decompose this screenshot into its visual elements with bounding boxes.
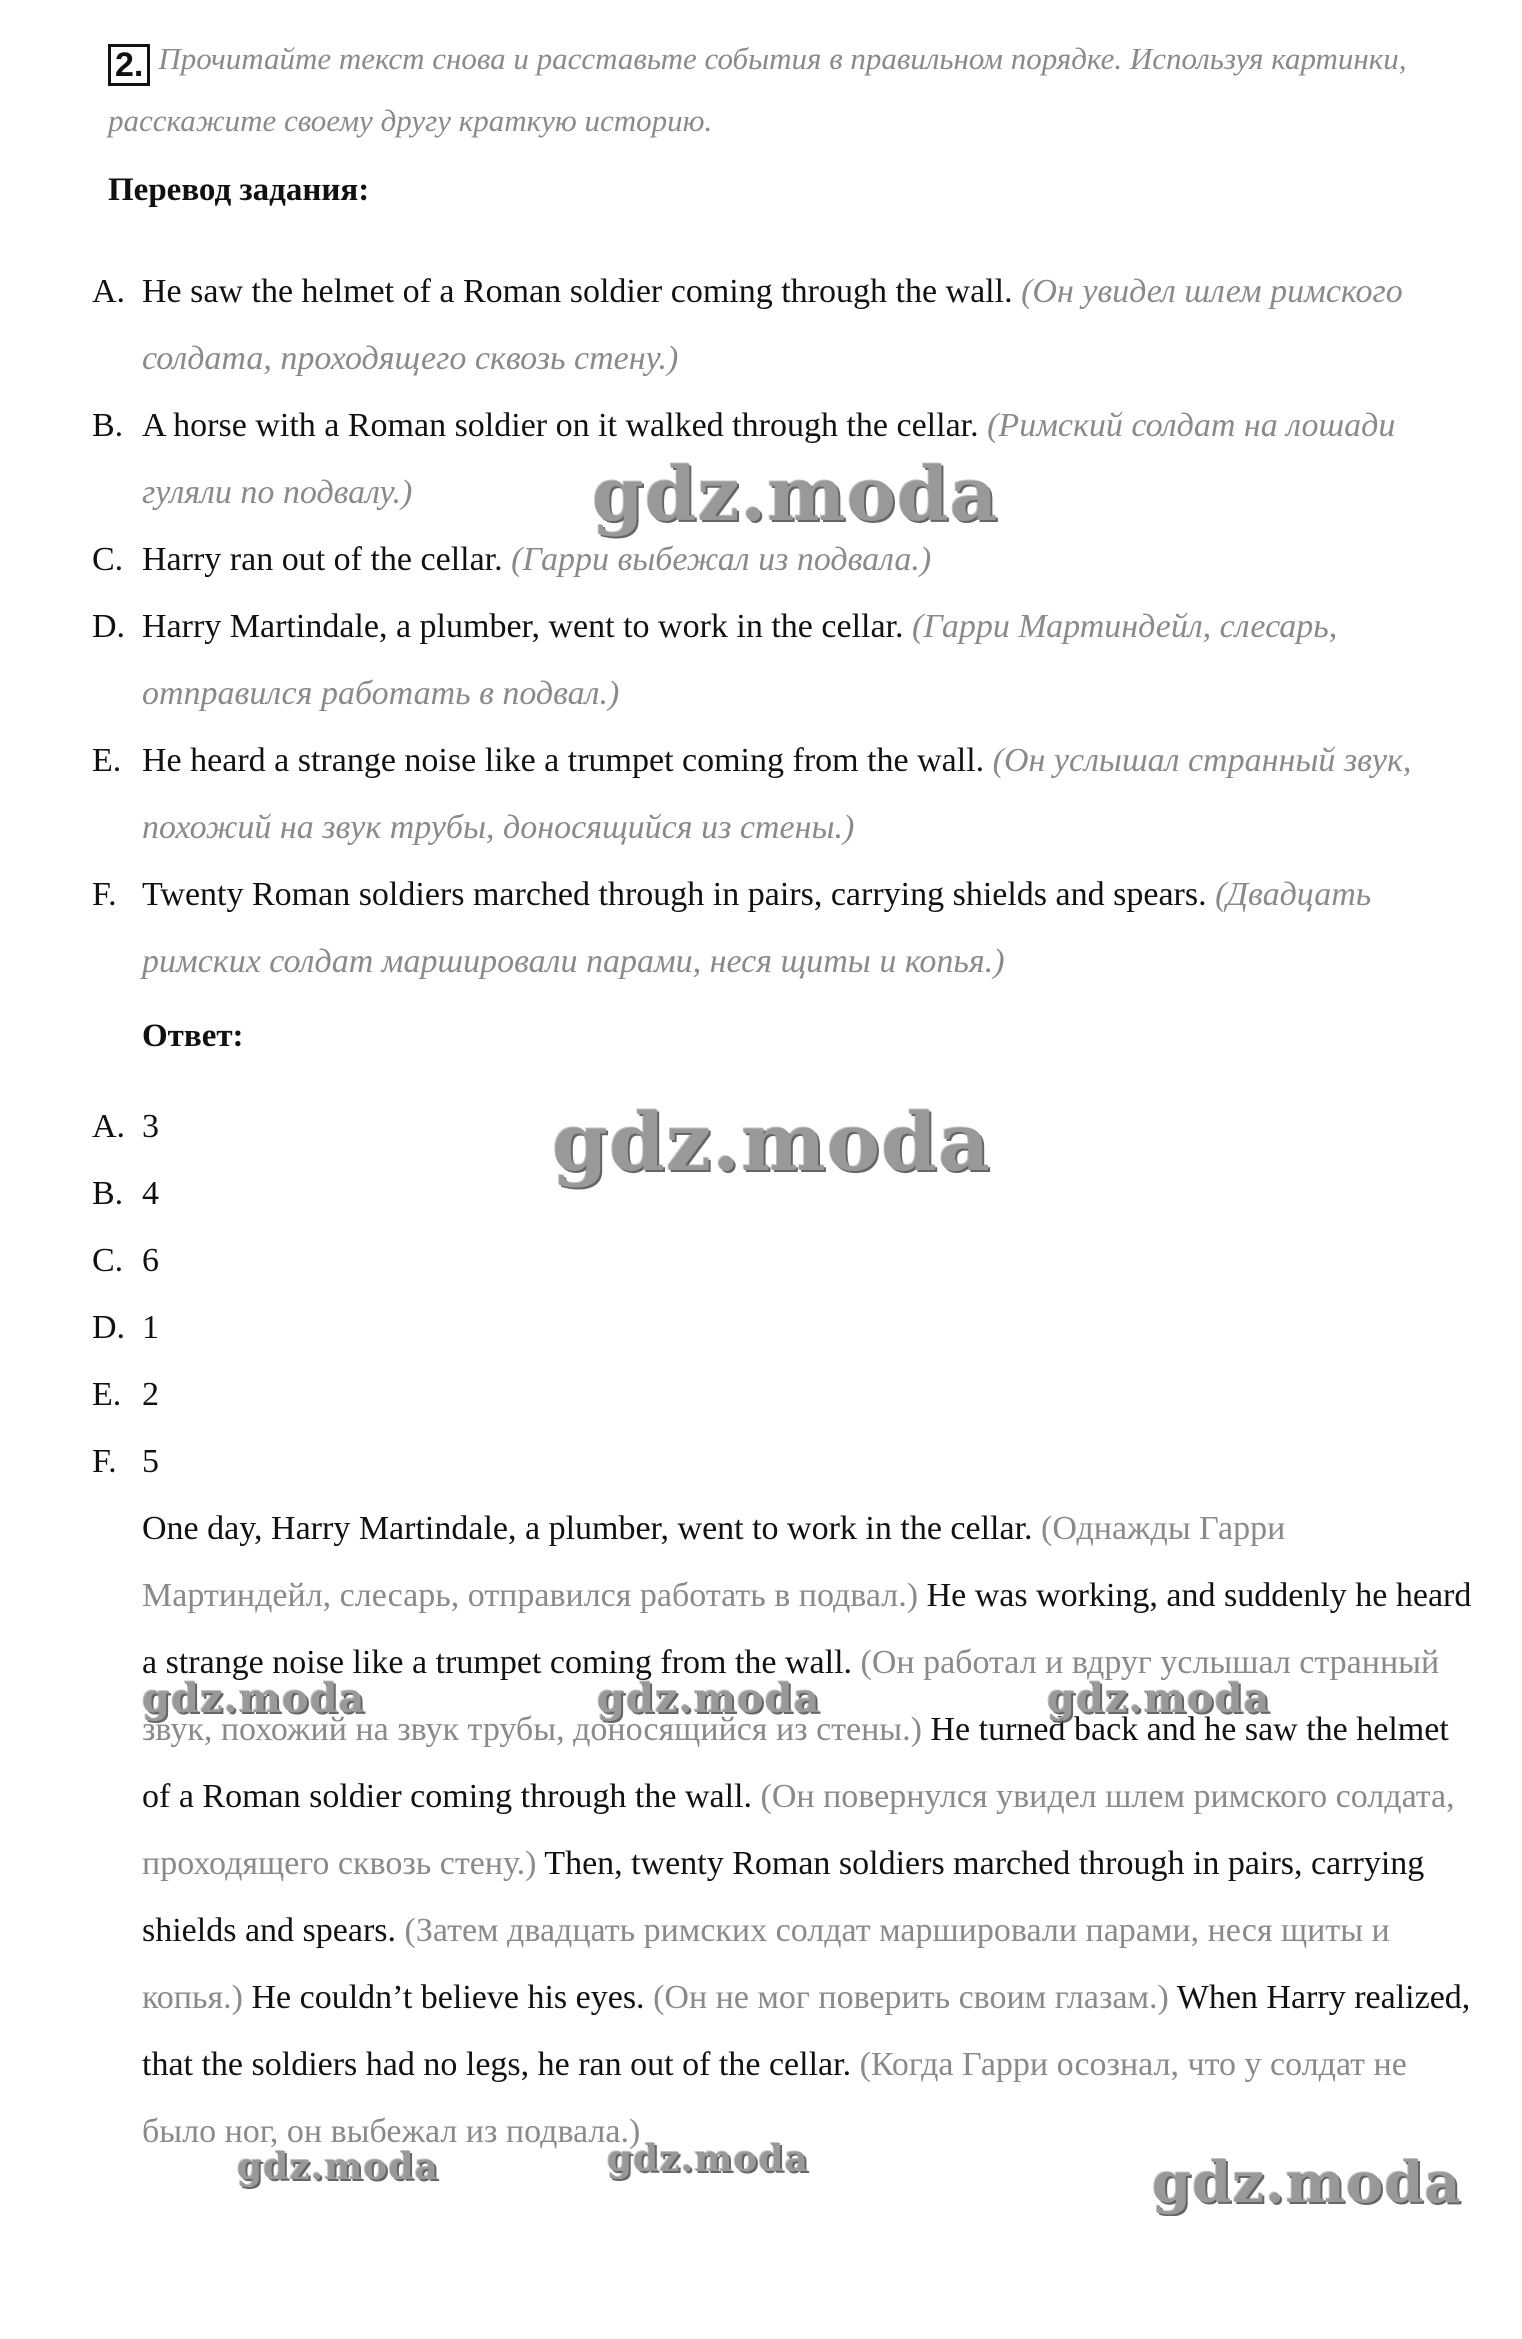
story-sentence: Then, twenty Roman soldiers marched through in pairs, carrying shields and spears. [142,1845,1425,1949]
watermark: gdz.moda [597,1675,821,1722]
answer-value: 2 [142,1376,159,1413]
item-letter: C. [92,541,124,578]
item-text: Twenty Roman soldiers marched through in pairs, carrying shields and spears. [142,876,1207,913]
story-paragraph [142,1495,1472,2165]
answer-item [92,1160,492,1227]
task-instruction: Прочитайте текст снова и расставьте события в правильном порядке. Используя картинки, расскажите своему другу краткую историю. [108,41,1407,138]
answer-item [92,1428,492,1495]
answer-heading: Ответ: [142,1018,244,1054]
item-letter: F. [92,876,117,913]
watermark: gdz.moda [237,2146,439,2188]
story-sentence: He was working, and suddenly he heard a strange noise like a trumpet coming from the wall. [142,1577,1472,1681]
watermark: gdz.moda [1047,1675,1271,1722]
watermark: gdz.moda [142,1675,366,1722]
story-sentence: He couldn’t believe his eyes. [251,1979,645,2016]
item-translation: (Он увидел шлем римского солдата, проходящего сквозь стену.) [142,273,1403,377]
watermark: gdz.moda [552,1095,991,1189]
list-item [92,258,1462,392]
translation-heading: Перевод задания: [108,172,370,208]
story-sentence: He turned back and he saw the helmet of a Roman soldier coming through the wall. [142,1711,1449,1815]
item-text: He heard a strange noise like a trumpet coming from the wall. [142,742,985,779]
watermark: gdz.moda [1152,2150,1462,2216]
story-translation: (Он не мог поверить своим глазам.) [653,1979,1169,2016]
answer-item [92,1361,492,1428]
answer-value: 3 [142,1108,159,1145]
answer-letter: F. [92,1443,117,1480]
item-text: A horse with a Roman soldier on it walked through the cellar. [142,407,979,444]
answer-letter: E. [92,1376,122,1413]
item-letter: B. [92,407,124,444]
item-letter: E. [92,742,122,779]
item-translation: (Двадцать римских солдат маршировали парами, неся щиты и копья.) [142,876,1372,980]
answer-item [92,1294,492,1361]
item-text: Harry ran out of the cellar. [142,541,503,578]
story-translation: (Однажды Гарри Мартиндейл, слесарь, отправился работать в подвал.) [142,1510,1286,1614]
story-sentence: When Harry realized, that the soldiers had no legs, he ran out of the cellar. [142,1979,1471,2083]
answer-item [92,1227,492,1294]
item-translation: (Римский солдат на лошади гуляли по подвалу.) [142,407,1396,511]
answer-letter: A. [92,1108,126,1145]
task-header [108,28,1448,152]
story-translation: (Когда Гарри осознал, что у солдат не было ног, он выбежал из подвала.) [142,2046,1407,2150]
answer-letter: D. [92,1309,126,1346]
story-translation: (Он работал и вдруг услышал странный звук, похожий на звук трубы, доносящийся из стены.) [142,1644,1440,1748]
story-translation: (Затем двадцать римских солдат маршировали парами, неся щиты и копья.) [142,1912,1390,2016]
list-item [92,861,1462,995]
watermark: gdz.moda [592,452,999,538]
answers-list [92,1093,492,1495]
items-list [92,258,1462,995]
answer-letter: B. [92,1175,124,1212]
task-number: 2. [108,44,150,86]
story-sentence: One day, Harry Martindale, a plumber, went to work in the cellar. [142,1510,1033,1547]
list-item [92,727,1462,861]
item-translation: (Гарри Мартиндейл, слесарь, отправился работать в подвал.) [142,608,1338,712]
answer-value: 5 [142,1443,159,1480]
answer-value: 6 [142,1242,159,1279]
answer-value: 4 [142,1175,159,1212]
answer-item [92,1093,492,1160]
item-translation: (Гарри выбежал из подвала.) [511,541,932,578]
answer-value: 1 [142,1309,159,1346]
item-text: Harry Martindale, a plumber, went to work in the cellar. [142,608,904,645]
item-translation: (Он услышал странный звук, похожий на звук трубы, доносящийся из стены.) [142,742,1412,846]
item-letter: A. [92,273,126,310]
answer-letter: C. [92,1242,124,1279]
item-text: He saw the helmet of a Roman soldier coming through the wall. [142,273,1013,310]
list-item [92,593,1462,727]
watermark: gdz.moda [607,2138,809,2180]
story-translation: (Он повернулся увидел шлем римского солдата, проходящего сквозь стену.) [142,1778,1455,1882]
item-letter: D. [92,608,126,645]
